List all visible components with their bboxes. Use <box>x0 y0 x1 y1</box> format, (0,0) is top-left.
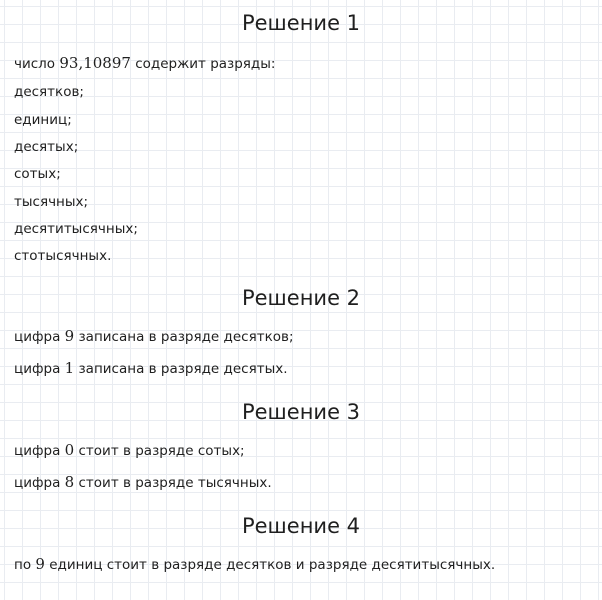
solution-1-intro <box>14 54 275 73</box>
place-item-ten-thousandths: десятитысячных; <box>14 221 138 237</box>
place-item-tens: десятков; <box>14 84 84 100</box>
solution-3-line-2 <box>14 473 272 492</box>
line-before-text: по <box>14 557 32 573</box>
solution-2-line-1 <box>14 327 294 346</box>
digit-value: 9 <box>35 555 45 573</box>
place-item-hundredths: сотых; <box>14 166 61 182</box>
line-before-text: цифра <box>14 443 61 459</box>
intro-before-text: число <box>14 56 56 72</box>
solution-3-heading: Решение 3 <box>241 400 361 424</box>
line-after-text: единиц стоит в разряде десятков и разряде десятитысячных. <box>49 557 496 573</box>
digit-value: 8 <box>64 473 75 491</box>
solution-3-line-1 <box>14 441 245 460</box>
place-item-hundred-thousandths: стотысячных. <box>14 248 112 264</box>
place-item-thousandths: тысячных; <box>14 194 89 210</box>
solution-2-heading: Решение 2 <box>241 286 361 310</box>
solution-2-line-2 <box>14 359 288 378</box>
place-item-units: единиц; <box>14 112 72 128</box>
line-before-text: цифра <box>14 475 61 491</box>
place-item-tenths: десятых; <box>14 139 79 155</box>
intro-after-text: содержит разряды: <box>135 56 276 72</box>
digit-value: 1 <box>64 359 75 377</box>
solution-4-line <box>14 555 495 574</box>
line-after-text: записана в разряде десятков; <box>78 329 294 345</box>
line-before-text: цифра <box>14 361 61 377</box>
digit-value: 0 <box>64 441 75 459</box>
solution-1-heading: Решение 1 <box>241 11 361 35</box>
digit-value: 9 <box>64 327 75 345</box>
solution-4-heading: Решение 4 <box>241 514 361 538</box>
line-after-text: записана в разряде десятых. <box>78 361 288 377</box>
line-after-text: стоит в разряде тысячных. <box>78 475 272 491</box>
intro-number: 93,10897 <box>59 54 131 72</box>
line-before-text: цифра <box>14 329 61 345</box>
line-after-text: стоит в разряде сотых; <box>78 443 245 459</box>
